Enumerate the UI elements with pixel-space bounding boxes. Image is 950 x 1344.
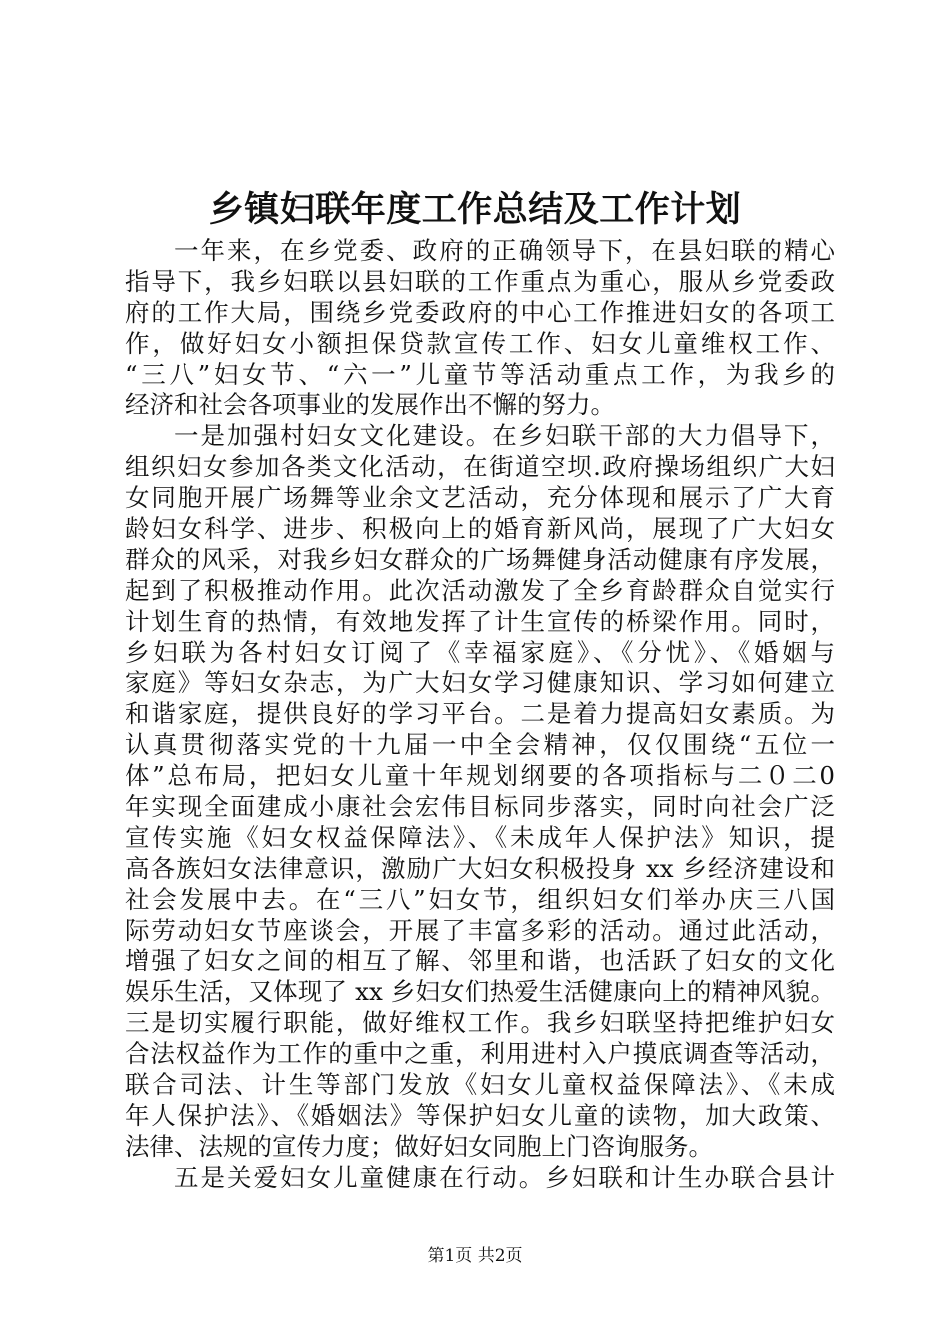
body-line: 年人保护法》、《婚姻法》等保护妇女儿童的读物，加大政策、 xyxy=(125,1100,835,1130)
body-line: 经济和社会各项事业的发展作出不懈的努力。 xyxy=(125,390,615,420)
body-line: 和谐家庭，提供良好的学习平台。二是着力提高妇女素质。为 xyxy=(125,699,835,729)
body-line: 家庭》等妇女杂志，为广大妇女学习健康知识、学习如何建立 xyxy=(125,668,835,698)
document-title: 乡镇妇联年度工作总结及工作计划 xyxy=(208,190,742,230)
body-line: “三八”妇女节、“六一”儿童节等活动重点工作，为我乡的 xyxy=(125,359,835,389)
body-line: 女同胞开展广场舞等业余文艺活动，充分体现和展示了广大育 xyxy=(125,483,835,513)
body-line: 府的工作大局，围绕乡党委政府的中心工作推进妇女的各项工 xyxy=(125,297,835,327)
body-line: 年实现全面建成小康社会宏伟目标同步落实，同时向社会广泛 xyxy=(125,792,835,822)
body-line: 起到了积极推动作用。此次活动激发了全乡育龄群众自觉实行 xyxy=(125,575,835,605)
body-line: 作，做好妇女小额担保贷款宣传工作、妇女儿童维权工作、 xyxy=(125,328,835,358)
body-line: 认真贯彻落实党的十九届一中全会精神，仅仅围绕“五位一 xyxy=(125,730,835,760)
body-line: 高各族妇女法律意识，激励广大妇女积极投身 xx 乡经济建设和 xyxy=(125,853,835,883)
body-line: 联合司法、计生等部门发放《妇女儿童权益保障法》、《未成 xyxy=(125,1070,835,1100)
body-line: 组织妇女参加各类文化活动，在街道空坝.政府操场组织广大妇 xyxy=(125,452,835,482)
page-footer: 第1页 共2页 xyxy=(427,1246,523,1266)
body-line: 龄妇女科学、进步、积极向上的婚育新风尚，展现了广大妇女 xyxy=(125,514,835,544)
body-line: 乡妇联为各村妇女订阅了《幸福家庭》、《分忧》、《婚姻与 xyxy=(125,637,835,667)
document-body xyxy=(125,236,835,1194)
body-line: 群众的风采，对我乡妇女群众的广场舞健身活动健康有序发展， xyxy=(125,544,835,574)
body-line: 增强了妇女之间的相互了解、邻里和谐，也活跃了妇女的文化 xyxy=(125,946,835,976)
body-line: 娱乐生活，又体现了 xx 乡妇女们热爱生活健康向上的精神风貌。 xyxy=(125,977,835,1007)
body-line: 合法权益作为工作的重中之重，利用进村入户摸底调查等活动， xyxy=(125,1039,835,1069)
body-line: 指导下，我乡妇联以县妇联的工作重点为重心，服从乡党委政 xyxy=(125,266,835,296)
body-line: 体”总布局，把妇女儿童十年规划纲要的各项指标与二０二0 xyxy=(125,761,835,791)
body-line: 一年来，在乡党委、政府的正确领导下，在县妇联的精心 xyxy=(174,236,835,265)
body-line: 计划生育的热情，有效地发挥了计生宣传的桥梁作用。同时， xyxy=(125,606,835,636)
body-line: 际劳动妇女节座谈会，开展了丰富多彩的活动。通过此活动， xyxy=(125,915,835,945)
body-line: 宣传实施《妇女权益保障法》、《未成年人保护法》知识，提 xyxy=(125,822,835,852)
body-line: 社会发展中去。在“三八”妇女节，组织妇女们举办庆三八国 xyxy=(125,884,835,914)
body-line: 一是加强村妇女文化建设。在乡妇联干部的大力倡导下， xyxy=(174,421,835,451)
body-line: 法律、法规的宣传力度；做好妇女同胞上门咨询服务。 xyxy=(125,1131,713,1161)
body-line: 三是切实履行职能，做好维权工作。我乡妇联坚持把维护妇女 xyxy=(125,1008,835,1038)
body-line: 五是关爱妇女儿童健康在行动。乡妇联和计生办联合县计 xyxy=(174,1162,835,1192)
